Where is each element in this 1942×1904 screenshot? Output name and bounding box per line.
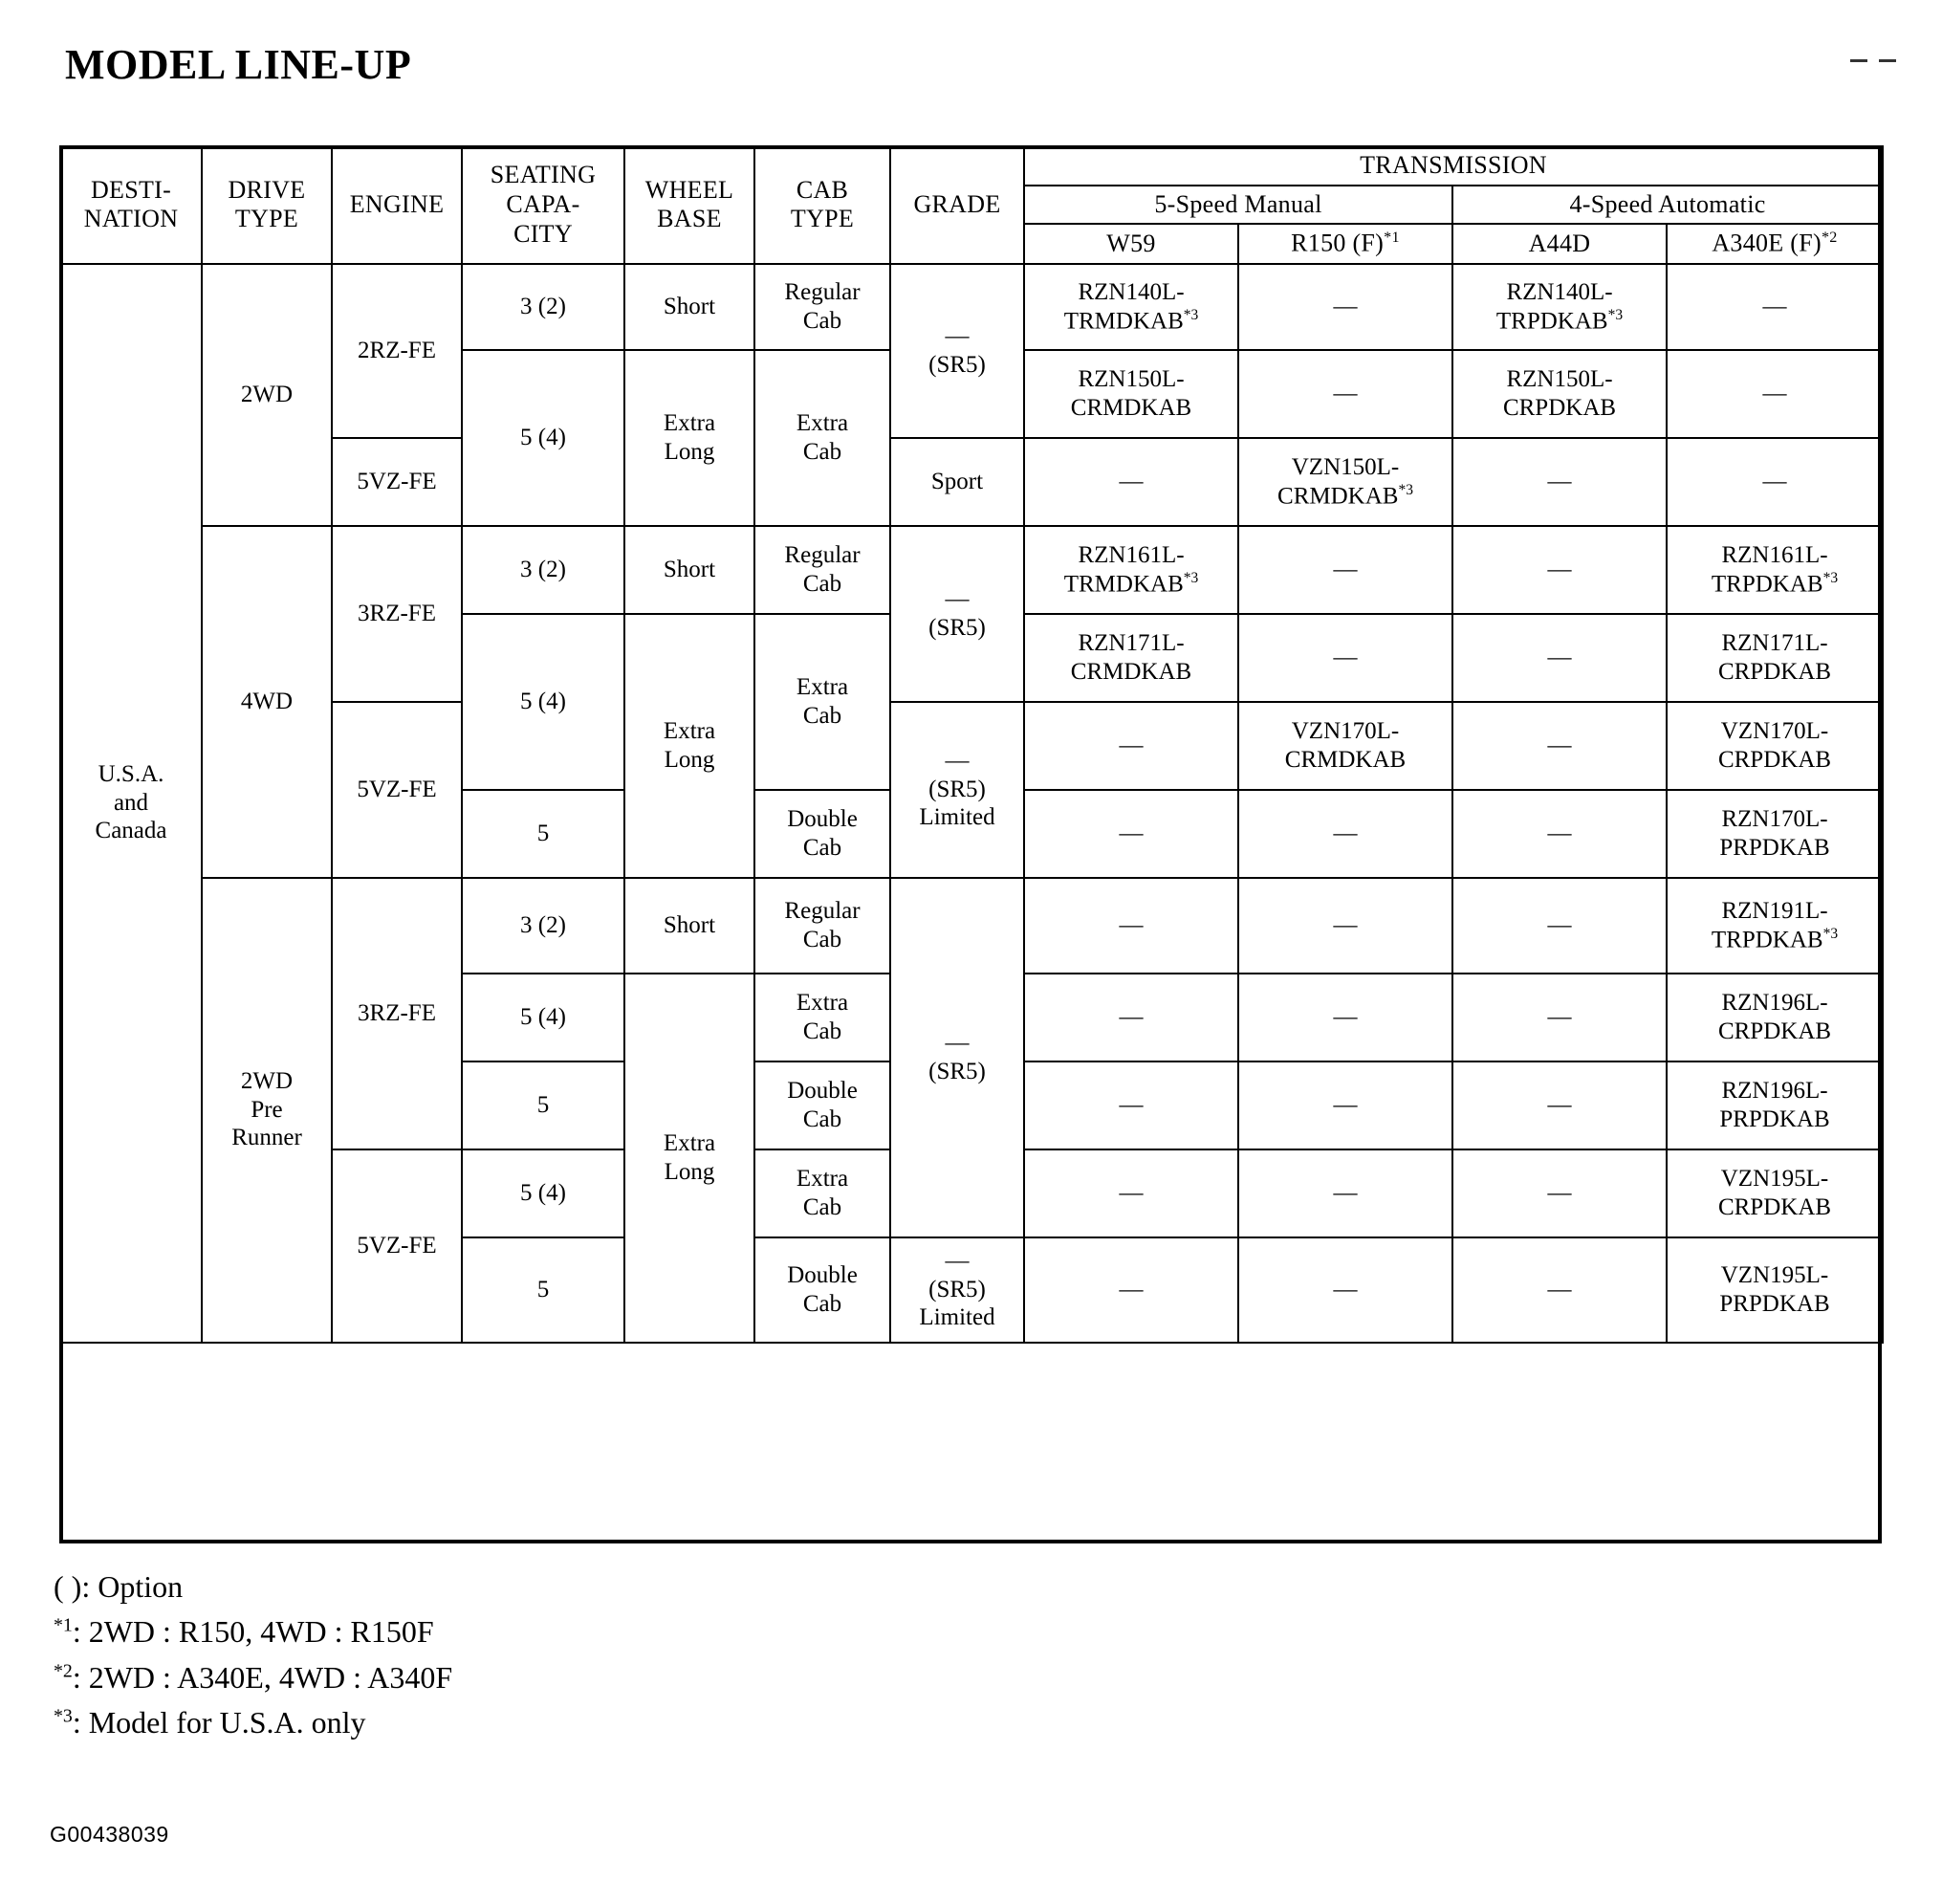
cell-model-a44d: — — [1452, 1149, 1667, 1237]
cell-model-r150: VZN150L- CRMDKAB$^{*3}$ — [1238, 438, 1452, 526]
model-lineup-table — [59, 145, 1884, 1344]
cell-model-r150: — — [1238, 350, 1452, 438]
footnotes — [54, 1565, 452, 1745]
cell-model-a340e: RZN170L- PRPDKAB — [1667, 790, 1883, 878]
cell-engine-3rzfe: 3RZ-FE — [332, 526, 462, 702]
footnote-2: $^{*2}$: 2WD : A340E, 4WD : A340F — [54, 1659, 453, 1695]
cell-engine-5vzfe: 5VZ-FE — [332, 1149, 462, 1343]
cell-drive-type-2wd: 2WD — [202, 264, 332, 526]
cell-model-a340e: RZN196L- CRPDKAB — [1667, 974, 1883, 1061]
cell-model-w59: — — [1024, 438, 1238, 526]
cell-model-r150: — — [1238, 974, 1452, 1061]
cell-cab-type: Double Cab — [754, 1237, 890, 1343]
cell-model-w59: RZN150L- CRMDKAB — [1024, 350, 1238, 438]
footnote-3: $^{*3}$: Model for U.S.A. only — [54, 1705, 366, 1740]
cell-model-w59: RZN161L- TRMDKAB$^{*3}$ — [1024, 526, 1238, 614]
cell-model-r150: — — [1238, 614, 1452, 702]
cell-model-a340e: — — [1667, 264, 1883, 350]
cell-drive-type-prerunner: 2WD Pre Runner — [202, 878, 332, 1343]
table-header — [60, 146, 1883, 264]
cell-model-a44d: — — [1452, 878, 1667, 974]
header-engine: ENGINE — [332, 146, 462, 264]
cell-cab-type: Extra Cab — [754, 974, 890, 1061]
cell-model-a340e: RZN161L- TRPDKAB$^{*3}$ — [1667, 526, 1883, 614]
cell-model-a44d: — — [1452, 974, 1667, 1061]
cell-model-r150: — — [1238, 1237, 1452, 1343]
cell-model-a340e: VZN170L- CRPDKAB — [1667, 702, 1883, 790]
cell-model-r150: — — [1238, 264, 1452, 350]
cell-model-w59: — — [1024, 1061, 1238, 1149]
cell-model-a44d: RZN140L- TRPDKAB$^{*3}$ — [1452, 264, 1667, 350]
cell-engine-5vzfe: 5VZ-FE — [332, 438, 462, 526]
cell-model-w59: RZN171L- CRMDKAB — [1024, 614, 1238, 702]
cell-engine-3rzfe: 3RZ-FE — [332, 878, 462, 1149]
cell-model-r150: — — [1238, 526, 1452, 614]
header-automatic: 4-Speed Automatic — [1452, 186, 1883, 225]
cell-model-a44d: — — [1452, 438, 1667, 526]
cell-engine-5vzfe: 5VZ-FE — [332, 702, 462, 878]
cell-engine-2rzfe: 2RZ-FE — [332, 264, 462, 438]
cell-wheelbase: Extra Long — [624, 350, 754, 526]
header-a340e: A340E $(F)^{*2}$ — [1667, 224, 1883, 263]
header-manual: 5-Speed Manual — [1024, 186, 1452, 225]
cell-cab-type: Double Cab — [754, 1061, 890, 1149]
header-a44d: A44D — [1452, 224, 1667, 263]
table-row — [60, 438, 1883, 526]
header-r150: R150 $(F)^{*1}$ — [1238, 224, 1452, 263]
cell-model-a340e: VZN195L- PRPDKAB — [1667, 1237, 1883, 1343]
cell-model-a340e: RZN171L- CRPDKAB — [1667, 614, 1883, 702]
cell-model-r150: — — [1238, 878, 1452, 974]
cell-seating: 5 — [462, 790, 624, 878]
cell-model-a44d: RZN150L- CRPDKAB — [1452, 350, 1667, 438]
cell-destination: U.S.A. and Canada — [60, 264, 202, 1343]
footnote-1: $^{*1}$: 2WD : R150, 4WD : R150F — [54, 1614, 434, 1650]
cell-model-a340e: — — [1667, 438, 1883, 526]
cell-wheelbase: Extra Long — [624, 614, 754, 878]
cell-wheelbase: Short — [624, 264, 754, 350]
cell-grade: — (SR5) — [890, 878, 1024, 1237]
cell-model-a340e: VZN195L- CRPDKAB — [1667, 1149, 1883, 1237]
cell-seating: 5 (4) — [462, 350, 624, 526]
cell-model-a340e: RZN196L- PRPDKAB — [1667, 1061, 1883, 1149]
cell-model-w59: — — [1024, 790, 1238, 878]
table-body — [60, 264, 1883, 1343]
page-title: MODEL LINE-UP — [65, 41, 412, 88]
cell-cab-type: Extra Cab — [754, 1149, 890, 1237]
header-row-1 — [60, 146, 1883, 186]
cell-grade: — (SR5) Limited — [890, 1237, 1024, 1343]
cell-cab-type: Extra Cab — [754, 614, 890, 790]
figure-code: G00438039 — [50, 1822, 169, 1847]
cell-grade: — (SR5) Limited — [890, 702, 1024, 878]
cell-model-a340e: RZN191L- TRPDKAB$^{*3}$ — [1667, 878, 1883, 974]
cell-seating: 3 (2) — [462, 878, 624, 974]
cell-model-w59: — — [1024, 878, 1238, 974]
cell-model-a44d: — — [1452, 1237, 1667, 1343]
cell-model-a44d: — — [1452, 614, 1667, 702]
cell-cab-type: Regular Cab — [754, 878, 890, 974]
cell-cab-type: Double Cab — [754, 790, 890, 878]
cell-grade: — (SR5) — [890, 264, 1024, 438]
cell-wheelbase: Short — [624, 878, 754, 974]
header-destination: DESTI- NATION — [60, 146, 202, 264]
header-seating-capacity: SEATING CAPA- CITY — [462, 146, 624, 264]
table-row — [60, 702, 1883, 790]
cell-seating: 5 (4) — [462, 974, 624, 1061]
cell-seating: 5 (4) — [462, 614, 624, 790]
header-cab-type: CAB TYPE — [754, 146, 890, 264]
cell-model-w59: — — [1024, 702, 1238, 790]
cell-seating: 5 — [462, 1061, 624, 1149]
cell-model-w59: — — [1024, 1237, 1238, 1343]
cell-model-a44d: — — [1452, 702, 1667, 790]
cell-model-a44d: — — [1452, 526, 1667, 614]
cell-cab-type: Extra Cab — [754, 350, 890, 526]
cell-wheelbase: Short — [624, 526, 754, 614]
cell-model-w59: — — [1024, 1149, 1238, 1237]
header-w59: W59 — [1024, 224, 1238, 263]
cell-cab-type: Regular Cab — [754, 526, 890, 614]
footnote-option: ( ): Option — [54, 1569, 184, 1604]
cell-seating: 5 (4) — [462, 1149, 624, 1237]
cell-wheelbase: Extra Long — [624, 974, 754, 1343]
cell-model-a44d: — — [1452, 1061, 1667, 1149]
cell-grade: Sport — [890, 438, 1024, 526]
cell-seating: 3 (2) — [462, 526, 624, 614]
corner-crop-marks — [1850, 59, 1896, 63]
cell-model-a44d: — — [1452, 790, 1667, 878]
table-row — [60, 264, 1883, 350]
cell-model-w59: RZN140L- TRMDKAB$^{*3}$ — [1024, 264, 1238, 350]
cell-model-r150: — — [1238, 790, 1452, 878]
cell-cab-type: Regular Cab — [754, 264, 890, 350]
cell-model-r150: — — [1238, 1061, 1452, 1149]
cell-drive-type-4wd: 4WD — [202, 526, 332, 878]
header-drive-type: DRIVE TYPE — [202, 146, 332, 264]
table-row — [60, 878, 1883, 974]
cell-model-r150: VZN170L- CRMDKAB — [1238, 702, 1452, 790]
cell-seating: 5 — [462, 1237, 624, 1343]
header-transmission: TRANSMISSION — [1024, 146, 1883, 186]
header-wheel-base: WHEEL BASE — [624, 146, 754, 264]
table-row — [60, 526, 1883, 614]
cell-model-w59: — — [1024, 974, 1238, 1061]
cell-model-a340e: — — [1667, 350, 1883, 438]
header-grade: GRADE — [890, 146, 1024, 264]
cell-grade: — (SR5) — [890, 526, 1024, 702]
cell-seating: 3 (2) — [462, 264, 624, 350]
cell-model-r150: — — [1238, 1149, 1452, 1237]
